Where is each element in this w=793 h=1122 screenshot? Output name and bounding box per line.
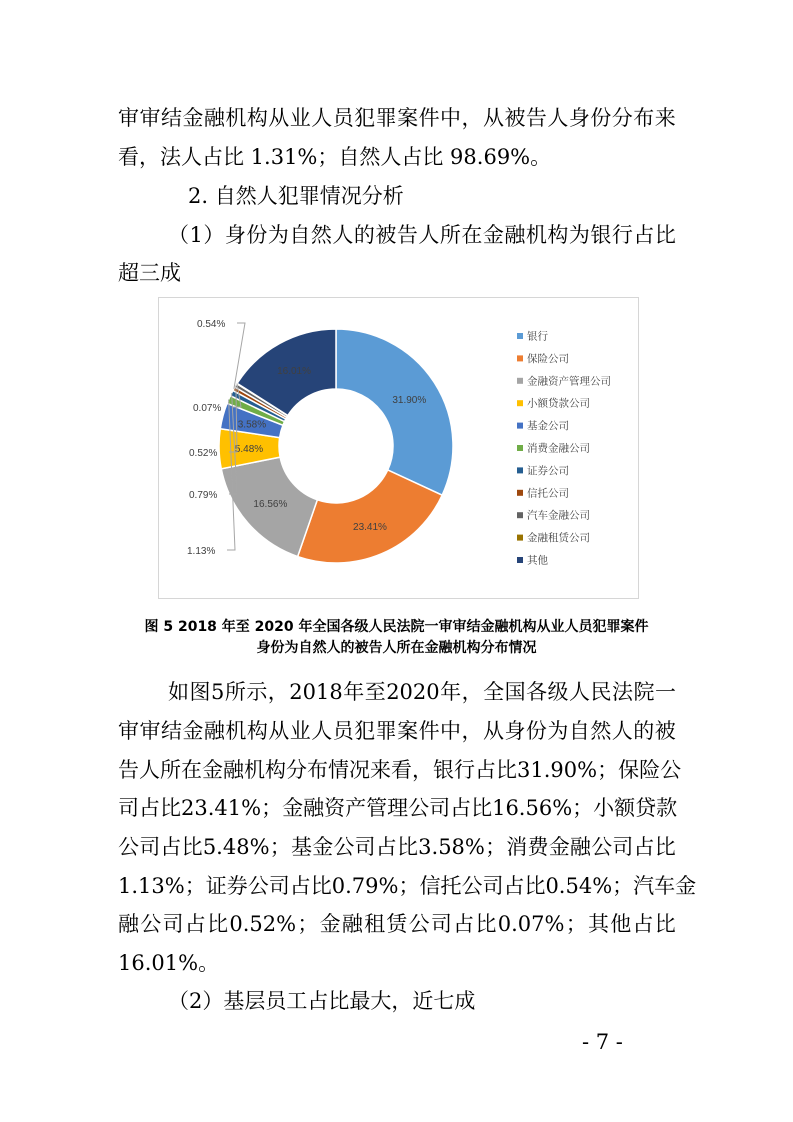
legend-label-9: 金融租赁公司: [527, 532, 590, 545]
donut-chart: [158, 297, 639, 599]
legend-swatch-9: [517, 535, 523, 541]
data-label-6: 0.79%: [189, 490, 218, 501]
paragraph-main-line-8: 16.01%。: [118, 951, 220, 975]
legend-label-10: 其他: [527, 554, 548, 567]
paragraph-main-line-7: 融 公 司 占 比 0.52% ； 金 融 租 赁 公 司 占 比 0.07% ； 其 他 占 比: [118, 912, 676, 936]
legend-swatch-8: [517, 512, 523, 518]
legend-swatch-7: [517, 490, 523, 496]
subheading-2: （2）基层员工占比最大，近七成: [168, 989, 476, 1013]
legend-swatch-5: [517, 445, 523, 451]
donut-slice-0: [336, 329, 453, 495]
legend-label-2: 金融资产管理公司: [527, 375, 611, 388]
data-label-7: 0.54%: [197, 319, 226, 330]
legend-label-0: 银行: [527, 330, 548, 343]
paragraph-top-line-1: 审 审 结 金 融 机 构 从 业 人 员 犯 罪 案 件 中 ， 从 被 告 人 身 份 分 布 来: [118, 106, 676, 130]
data-label-10: 16.01%: [277, 365, 312, 377]
legend-label-5: 消费金融公司: [527, 442, 590, 455]
data-label-4: 3.58%: [237, 419, 267, 431]
legend-swatch-10: [517, 557, 523, 563]
data-label-8: 0.52%: [189, 448, 218, 459]
donut-chart-svg: [159, 298, 638, 598]
legend-swatch-0: [517, 333, 523, 339]
data-label-5: 1.13%: [187, 546, 216, 557]
paragraph-main-line-3: 告 人 所 在 金 融 机 构 分 布 情 况 来 看 ， 银 行 占 比 31.90% ； 保 险 公: [118, 758, 682, 782]
data-label-0: 31.90%: [392, 395, 427, 407]
paragraph-main-line-1: 如 图 5 所 示 ， 2018 年 至 2020 年 ， 全 国 各 级 人 民 法 院 一: [168, 680, 676, 704]
figure-caption-line-1: 图 5 2018 年至 2020 年全国各级人民法院一审审结金融机构从业人员犯罪案件: [144, 619, 649, 635]
legend-swatch-1: [517, 355, 523, 361]
legend-label-1: 保险公司: [527, 352, 569, 365]
subheading-1-line-2: 超三成: [118, 261, 181, 285]
paragraph-main-line-4: 司 占 比 23.41% ； 金 融 资 产 管 理 公 司 占 比 16.56% ； 小 额 贷 款: [118, 796, 678, 820]
legend-label-8: 汽车金融公司: [527, 509, 590, 522]
data-label-1: 23.41%: [353, 522, 387, 534]
paragraph-top-line-2: 看，法人占比 1.31%；自然人占比 98.69%。: [118, 145, 552, 169]
legend-label-7: 信托公司: [527, 487, 569, 500]
figure-caption-line-2: 身份为自然人的被告人所在金融机构分布情况: [256, 640, 537, 656]
data-label-3: 5.48%: [234, 444, 264, 456]
data-label-9: 0.07%: [193, 403, 222, 414]
legend-swatch-3: [517, 400, 523, 406]
legend-label-4: 基金公司: [527, 420, 569, 433]
page-number: - 7 -: [582, 1030, 623, 1054]
legend-swatch-2: [517, 378, 523, 384]
legend-label-3: 小额贷款公司: [527, 397, 590, 410]
legend-swatch-6: [517, 467, 523, 473]
data-label-2: 16.56%: [253, 499, 288, 511]
paragraph-main-line-5: 公 司 占 比 5.48% ； 基 金 公 司 占 比 3.58% ； 消 费 金 融 公 司 占 比: [118, 835, 676, 859]
section-heading: 2. 自然人犯罪情况分析: [188, 184, 404, 208]
legend-label-6: 证券公司: [527, 464, 569, 477]
legend-swatch-4: [517, 423, 523, 429]
paragraph-main-line-2: 审 审 结 金 融 机 构 从 业 人 员 犯 罪 案 件 中 ， 从 身 份 为 自 然 人 的 被: [118, 719, 676, 743]
subheading-1-line-1: （ 1 ） 身 份 为 自 然 人 的 被 告 人 所 在 金 融 机 构 为 银 行 占 比: [168, 223, 676, 247]
paragraph-main-line-6: 1.13% ； 证 券 公 司 占 比 0.79% ； 信 托 公 司 占 比 0.54% ； 汽 车 金: [118, 874, 697, 898]
